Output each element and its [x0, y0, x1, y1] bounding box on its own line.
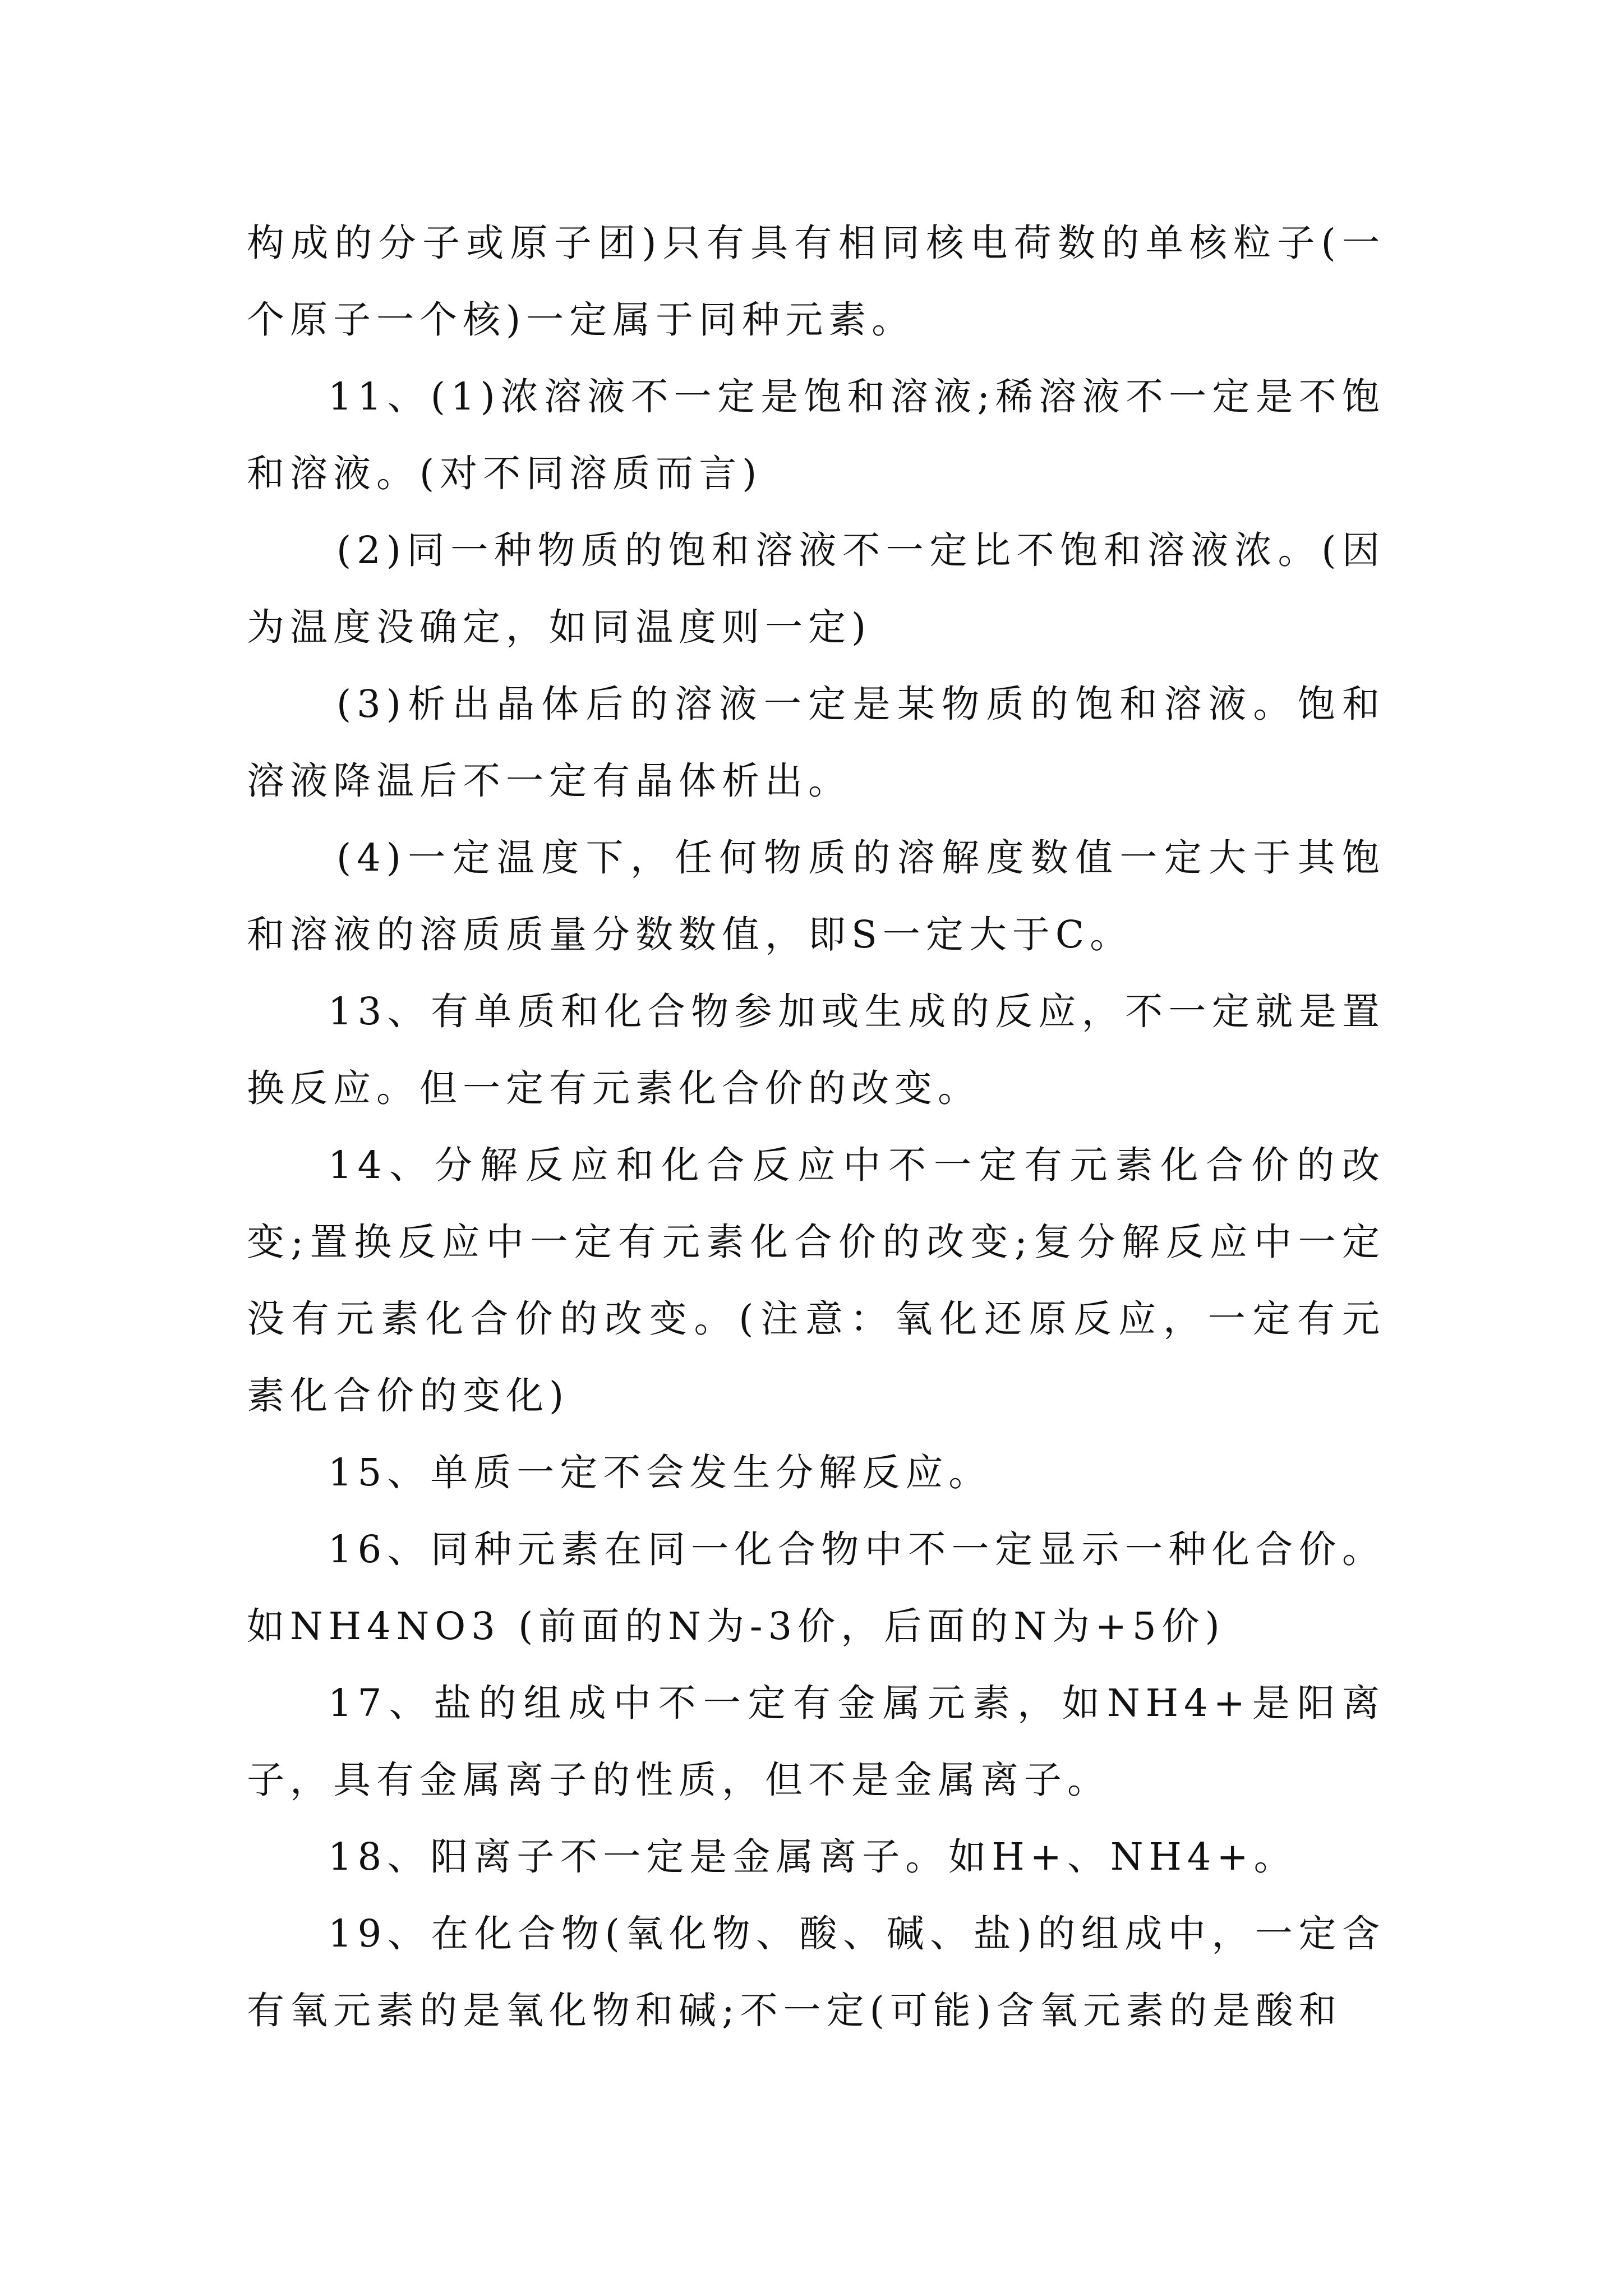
document-body: [247, 205, 1385, 2049]
paragraph-item-13: 13、有单质和化合物参加或生成的反应，不一定就是置换反应。但一定有元素化合价的改变。: [247, 990, 1385, 1110]
paragraph-item-16: 16、同种元素在同一化合物中不一定显示一种化合价。如NH4NO3 (前面的N为-3价，后面的N为+5价): [247, 1527, 1385, 1648]
paragraph-item-18: 18、阳离子不一定是金属离子。如H+、NH4+。: [328, 1835, 1297, 1879]
paragraph-item-11-3: (3)析出晶体后的溶液一定是某物质的饱和溶液。饱和溶液降温后不一定有晶体析出。: [247, 682, 1385, 803]
paragraph-item-14: 14、分解反应和化合反应中不一定有元素化合价的改变;置换反应中一定有元素化合价的改变;复分解反应中一定没有元素化合价的改变。(注意：氧化还原反应，一定有元素化合价的变化): [247, 1143, 1385, 1418]
paragraph-item-11-1: 11、(1)浓溶液不一定是饱和溶液;稀溶液不一定是不饱和溶液。(对不同溶质而言): [247, 375, 1385, 495]
paragraph-item-11-2: (2)同一种物质的饱和溶液不一定比不饱和溶液浓。(因为温度没确定，如同温度则一定): [247, 528, 1385, 649]
paragraph-item-15: 15、单质一定不会发生分解反应。: [328, 1451, 992, 1494]
paragraph-item-17: 17、盐的组成中不一定有金属元素，如NH4+是阳离子，具有金属离子的性质，但不是金属离子。: [247, 1681, 1385, 1802]
paragraph-item-19: 19、在化合物(氧化物、酸、碱、盐)的组成中，一定含有氧元素的是氧化物和碱;不一定(可能)含氧元素的是酸和: [247, 1912, 1385, 2032]
paragraph-item-11-4: (4)一定温度下，任何物质的溶解度数值一定大于其饱和溶液的溶质质量分数数值，即S一定大于C。: [247, 836, 1385, 956]
paragraph-continuation: 构成的分子或原子团)只有具有相同核电荷数的单核粒子(一个原子一个核)一定属于同种元素。: [247, 221, 1385, 342]
